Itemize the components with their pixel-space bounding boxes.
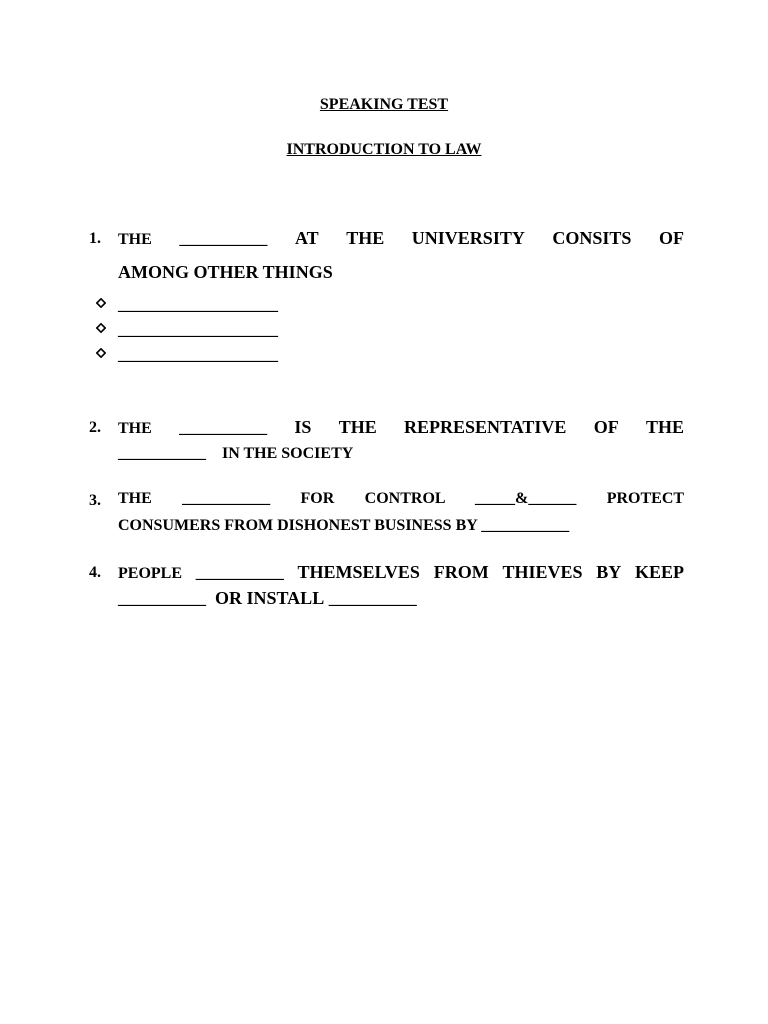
q3-word: FOR	[300, 490, 335, 507]
answer-blank: ____________________	[118, 347, 278, 364]
q4-blank: ___________	[118, 591, 206, 608]
question-3-line-1	[118, 490, 684, 508]
question-1-line-2: AMONG OTHER THINGS	[118, 262, 333, 282]
q2-text: IN THE SOCIETY	[222, 445, 354, 462]
question-4-number: 4.	[89, 564, 101, 581]
question-3-line-2: CONSUMERS FROM DISHONEST BUSINESS BY ___________	[118, 517, 570, 534]
q1-word: THE	[346, 228, 385, 248]
q4-word: BY	[596, 562, 622, 582]
q2-word: IS	[294, 417, 312, 437]
diamond-outline-icon	[96, 298, 106, 308]
page-subtitle: INTRODUCTION TO LAW	[286, 141, 482, 158]
question-2-number: 2.	[89, 419, 101, 436]
question-1-number: 1.	[89, 230, 101, 247]
diamond-outline-icon	[96, 323, 106, 333]
q4-word: PEOPLE	[118, 565, 183, 582]
q2-word: THE	[645, 417, 684, 437]
question-2-line-1	[118, 417, 684, 438]
question-1-line-1	[118, 228, 684, 249]
question-3-number: 3.	[89, 492, 101, 509]
question-4-line-1	[118, 562, 684, 583]
q4-word: THIEVES	[502, 562, 583, 582]
q4-word: THEMSELVES	[297, 562, 420, 582]
question-2-line-2	[118, 445, 684, 463]
q4-word: FROM	[433, 562, 489, 582]
answer-blank: ____________________	[118, 322, 278, 339]
q2-word: REPRESENTATIVE	[404, 417, 567, 437]
question-4-line-2	[118, 588, 684, 609]
q1-blank: ___________	[179, 231, 268, 248]
q4-blank: ___________	[195, 565, 284, 582]
q1-word: UNIVERSITY	[411, 228, 525, 248]
q2-blank: ___________	[179, 420, 268, 437]
q3-word: THE	[118, 490, 152, 507]
q1-word: CONSITS	[552, 228, 632, 248]
q2-word: THE	[338, 417, 377, 437]
q3-blank: ___________	[182, 490, 271, 507]
page-title: SPEAKING TEST	[319, 96, 449, 113]
q4-word: KEEP	[635, 562, 685, 582]
q4-blank: ___________	[328, 591, 417, 608]
q3-blank: _____&______	[475, 490, 577, 507]
diamond-outline-icon	[96, 348, 106, 358]
q2-word: OF	[593, 417, 619, 437]
q1-word: AT	[294, 228, 319, 248]
q2-word: THE	[118, 420, 152, 437]
q2-blank: ___________	[118, 445, 206, 462]
q3-word: CONTROL	[364, 490, 445, 507]
q1-word: THE	[118, 231, 152, 248]
q4-text: OR INSTALL	[215, 588, 325, 608]
q1-word: OF	[659, 228, 685, 248]
answer-blank: ____________________	[118, 297, 278, 314]
q3-word: PROTECT	[606, 490, 685, 507]
